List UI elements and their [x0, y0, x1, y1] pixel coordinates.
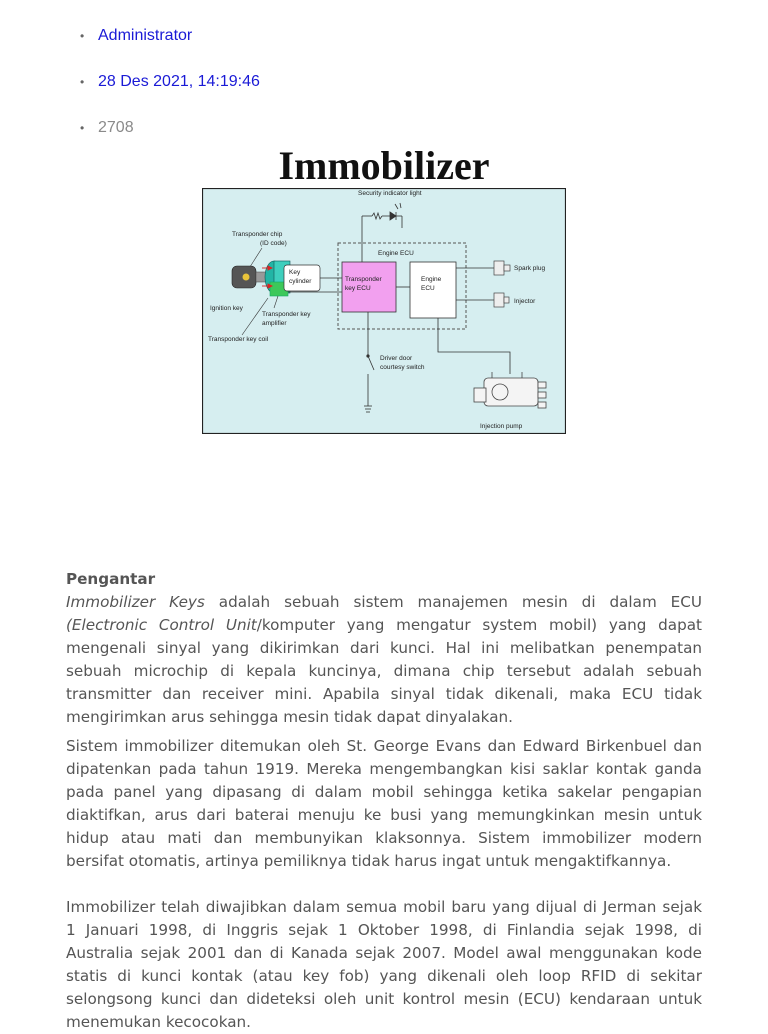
label-key-cyl-2: cylinder	[289, 278, 312, 285]
paragraph-1	[66, 591, 702, 729]
bullet-icon: •	[80, 121, 85, 135]
label-security-light: Security indicator light	[358, 190, 422, 197]
p1-text-a: adalah sebuah sistem manajemen mesin di dalam ECU	[204, 593, 702, 611]
immobilizer-diagram	[202, 188, 566, 434]
label-ecu-1: Engine	[421, 276, 442, 283]
label-transponder-chip: Transponder chip	[232, 231, 283, 238]
label-key-cyl-1: Key	[289, 269, 301, 276]
label-id-code: (ID code)	[260, 240, 287, 247]
view-count: 2708	[98, 119, 134, 136]
label-tke-2: key ECU	[345, 285, 371, 292]
paragraph-spacer	[66, 873, 702, 896]
label-door-1: Driver door	[380, 355, 413, 362]
p1-emphasis-term: Immobilizer Keys	[66, 593, 205, 611]
author-link[interactable]: Administrator	[98, 27, 193, 44]
label-door-2: courtesy switch	[380, 364, 425, 371]
p1-emphasis-ecu: (Electronic Control Unit	[66, 616, 257, 634]
intro-heading: Pengantar	[66, 570, 156, 588]
label-engine-ecu-box: Engine ECU	[378, 250, 414, 257]
label-key-coil: Transponder key coil	[208, 336, 269, 343]
bullet-icon: •	[80, 29, 85, 43]
label-ecu-2: ECU	[421, 285, 435, 292]
date-link[interactable]: 28 Des 2021, 14:19:46	[98, 73, 260, 90]
label-spark-plug: Spark plug	[514, 265, 546, 272]
label-injector: Injector	[514, 298, 536, 305]
label-amp-2: amplifier	[262, 320, 287, 327]
label-tke-1: Transponder	[345, 276, 382, 283]
paragraph-3: Immobilizer telah diwajibkan dalam semua mobil baru yang dijual di Jerman sejak 1 Januari 1998, di Inggris sejak 1 Oktober 1998, di Finlandia sejak 1998, di Australia sejak 2001 dan di Kanada sejak 2007. Model awal menggunakan kode statis di kunci kontak (atau key fob) yang dikenali oleh loop RFID di sekitar selongsong kunci dan dideteksi oleh unit kontrol mesin (ECU) kendaraan untuk menemukan kecocokan.	[66, 898, 702, 1031]
article-title: Immobilizer	[278, 143, 490, 188]
article-body	[66, 568, 702, 1034]
p1-text-b: /komputer yang mengatur system mobil) yang dapat mengenali sinyal yang dikirimkan dari kunci. Hal ini melibatkan penempatan sebuah microchip di kepala kuncinya, dimana chip tersebut adalah sebuah transmitter dan receiver mini. Apabila sinyal tidak dikenali, maka ECU tidak mengirimkan arus sehingga mesin tidak dapat dinyalakan.	[66, 616, 702, 726]
bullet-icon: •	[80, 75, 85, 89]
label-amp-1: Transponder key	[262, 311, 311, 318]
paragraph-2: Sistem immobilizer ditemukan oleh St. George Evans dan Edward Birkenbuel dan dipatenkan pada tahun 1919. Mereka mengembangkan kisi saklar kontak ganda pada panel yang dipasang di dalam mobil sehingga ketika sakelar pengapian diaktifkan, arus dari baterai menuju ke busi yang memungkinkan mesin untuk hidup atau mati dan membunyikan klaksonnya. Sistem immobilizer modern bersifat otomatis, artinya pemiliknya tidak harus ingat untuk mengaktifkannya.	[66, 737, 702, 870]
label-ignition-key: Ignition key	[210, 305, 243, 312]
label-injection-pump: Injection pump	[480, 423, 523, 430]
